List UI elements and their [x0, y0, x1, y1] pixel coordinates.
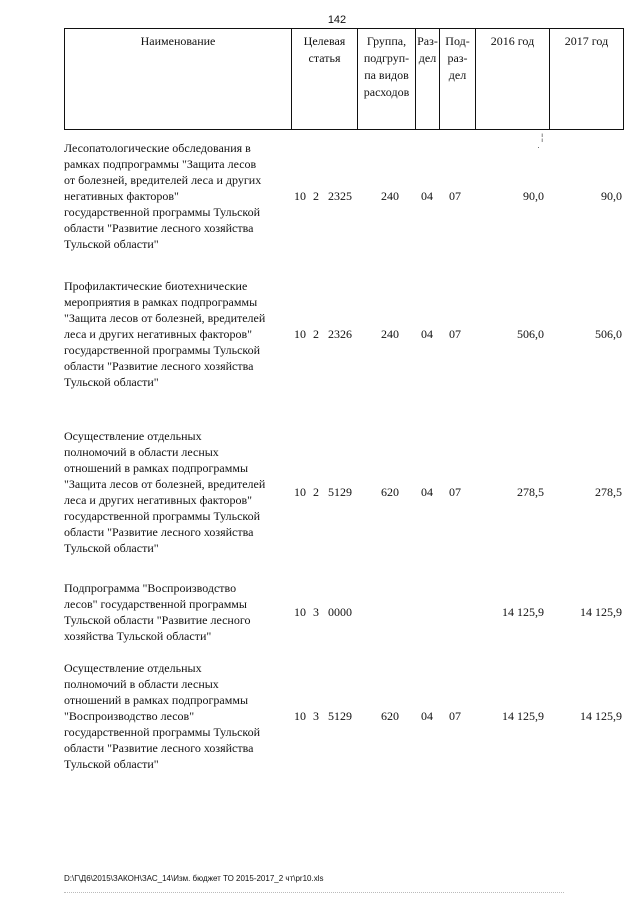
cell-expense-group: 240 — [381, 189, 399, 203]
cell-subprogram-code: 3 — [313, 709, 319, 723]
cell-value-2017: 506,0 — [595, 327, 622, 341]
cell-podrazdel: 07 — [449, 485, 461, 499]
cell-value-2016: 506,0 — [517, 327, 544, 341]
scan-mark: · — [537, 142, 540, 152]
cell-value-2016: 14 125,9 — [502, 709, 544, 723]
cell-subprogram-code: 3 — [313, 605, 319, 619]
cell-expense-group: 620 — [381, 485, 399, 499]
cell-direction-code: 2325 — [328, 189, 352, 203]
row-description-line: Тульской области "Развитие лесного — [64, 613, 251, 627]
cell-razdel: 04 — [421, 485, 433, 499]
header-razdel: Раз- дел — [416, 29, 440, 129]
cell-value-2017: 278,5 — [595, 485, 622, 499]
row-description — [64, 140, 294, 252]
cell-subprogram-code: 2 — [313, 485, 319, 499]
cell-podrazdel: 07 — [449, 189, 461, 203]
row-description — [64, 580, 294, 644]
cell-direction-code: 0000 — [328, 605, 352, 619]
cell-direction-code: 2326 — [328, 327, 352, 341]
header-celevaya-statya: Целевая статья — [292, 29, 358, 129]
row-description-line: Тульской области" — [64, 237, 159, 251]
row-description-line: Лесопатологические обследования в — [64, 141, 251, 155]
header-year-2017: 2017 год — [564, 34, 609, 48]
cell-expense-group: 620 — [381, 709, 399, 723]
cell-razdel: 04 — [421, 189, 433, 203]
scan-artifact-line — [64, 892, 564, 893]
cell-program-code: 10 — [294, 327, 306, 341]
cell-value-2017: 90,0 — [601, 189, 622, 203]
cell-program-code: 10 — [294, 189, 306, 203]
header-name: Наименование — [65, 29, 292, 129]
row-description-line: полномочий в области лесных — [64, 677, 219, 691]
cell-program-code: 10 — [294, 485, 306, 499]
row-description-line: Тульской области" — [64, 375, 159, 389]
cell-direction-code: 5129 — [328, 485, 352, 499]
cell-program-code: 10 — [294, 709, 306, 723]
file-path-footer: D:\Г\Д6\2015\ЗАКОН\ЗАС_14\Изм. бюджет ТО 2015-2017_2 чт\pr10.xls — [64, 874, 324, 883]
row-description-line: негативных факторов" — [64, 189, 179, 203]
row-description-line: государственной программы Тульской — [64, 509, 261, 523]
row-description-line: леса и других негативных факторов" — [64, 327, 253, 341]
cell-direction-code: 5129 — [328, 709, 352, 723]
row-description-line: Тульской области" — [64, 757, 159, 771]
row-description-line: от болезней, вредителей леса и других — [64, 173, 262, 187]
row-description-line: "Воспроизводство лесов" — [64, 709, 195, 723]
row-description-line: государственной программы Тульской — [64, 725, 261, 739]
row-description-line: государственной программы Тульской — [64, 343, 261, 357]
row-description-line: лесов" государственной программы — [64, 597, 247, 611]
cell-expense-group: 240 — [381, 327, 399, 341]
header-gruppa: Группа, подгруп- па видов расходов — [358, 29, 416, 129]
row-description-line: хозяйства Тульской области" — [64, 629, 212, 643]
row-description-line: Тульской области" — [64, 541, 159, 555]
row-description-line: мероприятия в рамках подпрограммы — [64, 295, 258, 309]
row-description-line: области "Развитие лесного хозяйства — [64, 221, 254, 235]
table-header — [64, 28, 624, 130]
cell-subprogram-code: 2 — [313, 189, 319, 203]
header-year-2016: 2016 год — [476, 29, 550, 129]
row-description-line: рамках подпрограммы "Защита лесов — [64, 157, 257, 171]
cell-value-2017: 14 125,9 — [580, 605, 622, 619]
row-description-line: Подпрограмма "Воспроизводство — [64, 581, 237, 595]
cell-value-2017: 14 125,9 — [580, 709, 622, 723]
row-description-line: Профилактические биотехнические — [64, 279, 248, 293]
row-description-line: области "Развитие лесного хозяйства — [64, 359, 254, 373]
row-description — [64, 660, 294, 772]
cell-value-2016: 14 125,9 — [502, 605, 544, 619]
row-description-line: леса и других негативных факторов" — [64, 493, 253, 507]
cell-podrazdel: 07 — [449, 327, 461, 341]
cell-subprogram-code: 2 — [313, 327, 319, 341]
cell-razdel: 04 — [421, 709, 433, 723]
row-description-line: области "Развитие лесного хозяйства — [64, 741, 254, 755]
row-description-line: Осуществление отдельных — [64, 429, 202, 443]
page-number: 142 — [327, 14, 347, 26]
cell-value-2016: 278,5 — [517, 485, 544, 499]
cell-podrazdel: 07 — [449, 709, 461, 723]
cell-program-code: 10 — [294, 605, 306, 619]
row-description-line: Осуществление отдельных — [64, 661, 202, 675]
row-description — [64, 278, 294, 390]
cell-value-2016: 90,0 — [523, 189, 544, 203]
row-description — [64, 428, 294, 556]
row-description-line: "Защита лесов от болезней, вредителей — [64, 311, 266, 325]
cell-razdel: 04 — [421, 327, 433, 341]
row-description-line: государственной программы Тульской — [64, 205, 261, 219]
row-description-line: "Защита лесов от болезней, вредителей — [64, 477, 266, 491]
header-podrazdel: Под- раз- дел — [440, 29, 476, 129]
row-description-line: отношений в рамках подпрограммы — [64, 693, 249, 707]
row-description-line: области "Развитие лесного хозяйства — [64, 525, 254, 539]
row-description-line: полномочий в области лесных — [64, 445, 219, 459]
scan-mark: ¦ — [541, 132, 544, 142]
row-description-line: отношений в рамках подпрограммы — [64, 461, 249, 475]
